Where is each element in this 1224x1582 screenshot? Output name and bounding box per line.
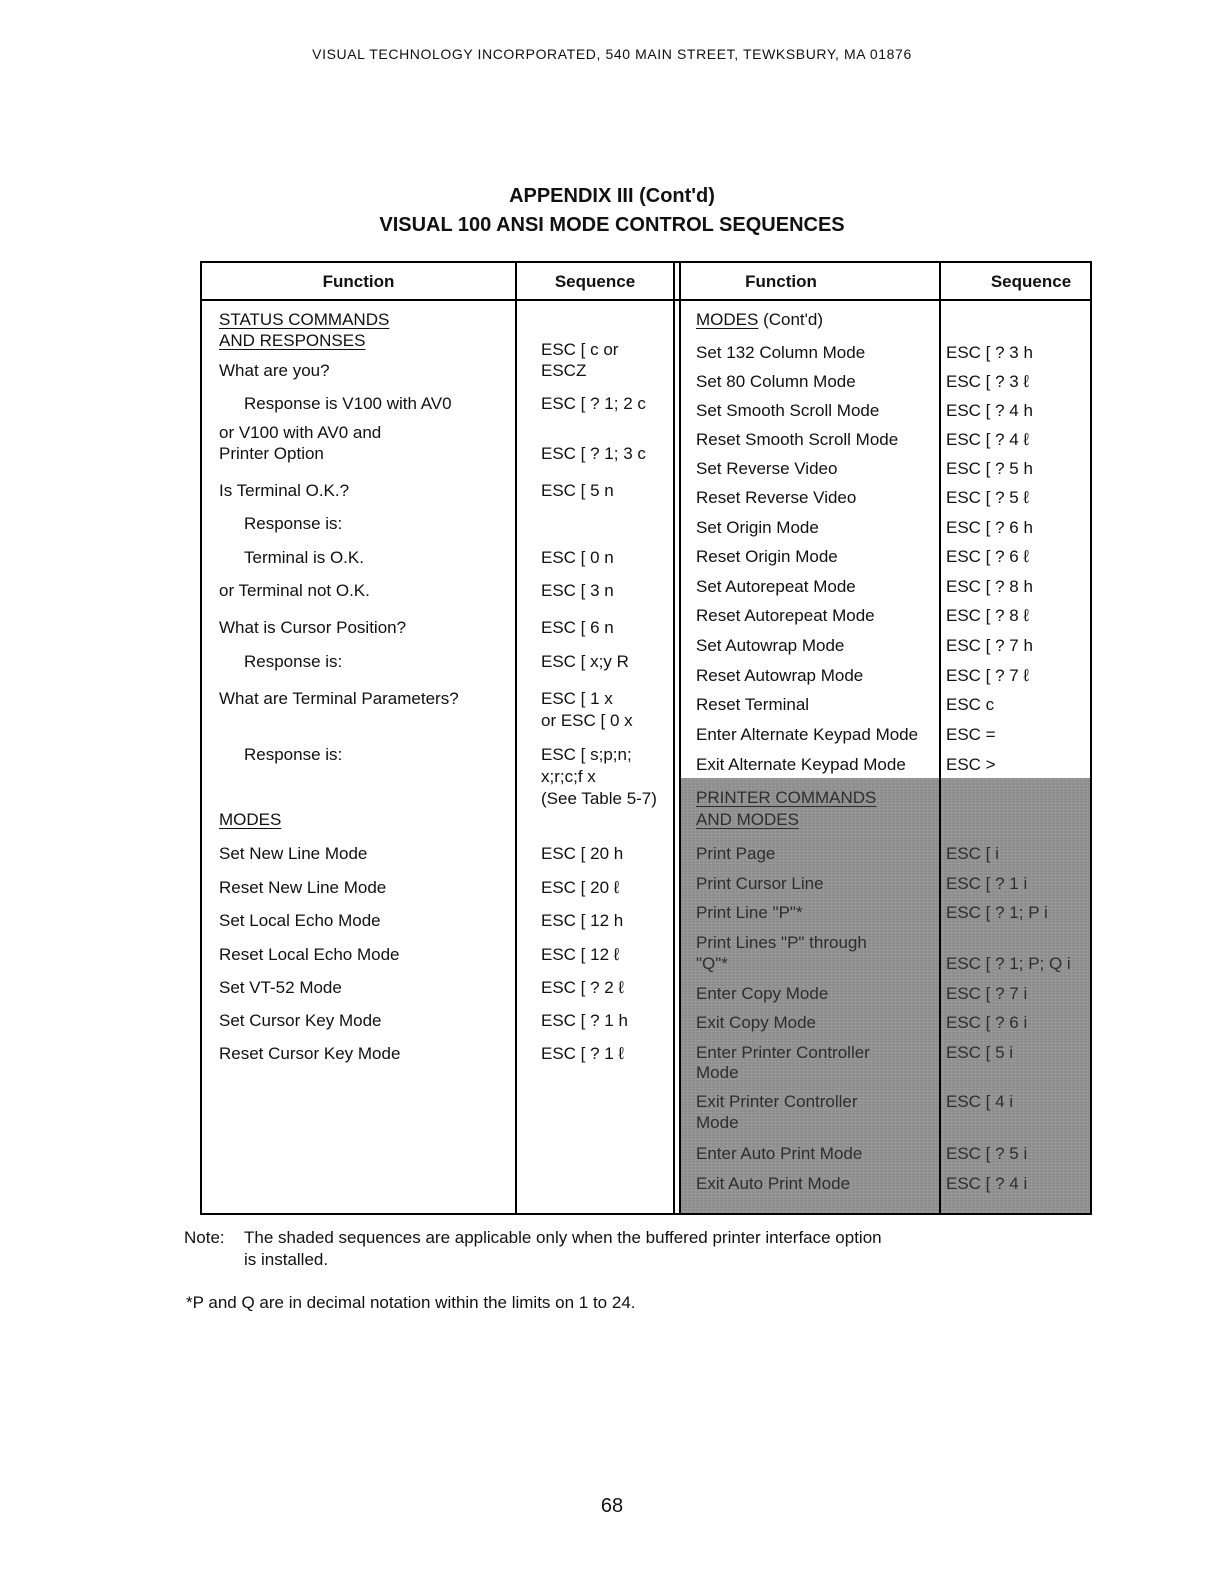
function-cell: Set Autowrap Mode [696, 636, 845, 655]
appendix-title: APPENDIX III (Cont'd) [509, 185, 715, 207]
function-cell: Enter Printer Controller [696, 1043, 870, 1062]
sequence-cell: ESC [ ? 5 h [946, 459, 1033, 478]
function-cell: Set Cursor Key Mode [219, 1011, 382, 1030]
sequence-cell: ESC [ ? 7 ℓ [946, 666, 1029, 685]
function-cell: Reset Local Echo Mode [219, 945, 400, 964]
sequence-cell: ESCZ [541, 361, 587, 380]
sequence-cell: ESC [ ? 1; 3 c [541, 444, 646, 463]
sequence-cell: ESC [ ? 8 ℓ [946, 606, 1029, 625]
sequence-cell: ESC [ ? 1; P; Q i [946, 954, 1071, 973]
sequence-cell: ESC [ s;p;n; [541, 745, 632, 764]
page-header: VISUAL TECHNOLOGY INCORPORATED, 540 MAIN STREET, TEWKSBURY, MA 01876 [312, 46, 912, 62]
sequence-cell: ESC [ 12 ℓ [541, 945, 620, 964]
function-cell: Print Lines "P" through [696, 933, 867, 952]
function-cell: Enter Auto Print Mode [696, 1144, 863, 1163]
function-cell: What are Terminal Parameters? [219, 689, 459, 708]
section-heading-contd: (Cont'd) [758, 310, 823, 329]
col-header-sequence: Sequence [554, 272, 636, 291]
sequence-cell: ESC [ 20 ℓ [541, 878, 620, 897]
sequence-cell: ESC [ i [946, 844, 999, 863]
sequence-cell: ESC [ 3 n [541, 581, 614, 600]
sequence-cell: ESC [ ? 1 i [946, 874, 1028, 893]
note-text: The shaded sequences are applicable only when the buffered printer interface option [244, 1228, 882, 1247]
section-heading: AND RESPONSES [219, 331, 366, 350]
function-cell: Response is: [244, 514, 343, 533]
section-heading: PRINTER COMMANDS [696, 788, 877, 807]
function-cell: or Terminal not O.K. [219, 581, 370, 600]
table-title: VISUAL 100 ANSI MODE CONTROL SEQUENCES [379, 214, 845, 236]
function-cell: Response is: [244, 745, 343, 764]
sequence-cell: ESC [ ? 8 h [946, 577, 1033, 596]
sequence-cell: x;r;c;f x [541, 767, 596, 786]
section-heading [696, 309, 823, 330]
sequence-cell: ESC [ ? 5 i [946, 1144, 1028, 1163]
function-cell: or V100 with AV0 and [219, 423, 382, 442]
col-header-function: Function [745, 272, 817, 291]
function-cell: Mode [696, 1113, 739, 1132]
sequence-cell: (See Table 5-7) [541, 789, 657, 808]
function-cell: Exit Copy Mode [696, 1013, 816, 1032]
function-cell: What is Cursor Position? [219, 618, 407, 637]
section-heading: AND MODES [696, 810, 799, 829]
function-cell: Enter Alternate Keypad Mode [696, 725, 919, 744]
function-cell: Reset Cursor Key Mode [219, 1044, 401, 1063]
note-label: Note: [184, 1228, 225, 1247]
sequence-cell: ESC [ ? 6 ℓ [946, 547, 1029, 566]
sequence-cell: ESC [ ? 7 h [946, 636, 1033, 655]
sequence-cell: ESC [ c or [541, 340, 619, 359]
sequence-cell: or ESC [ 0 x [541, 711, 633, 730]
sequence-cell: ESC [ 0 n [541, 548, 614, 567]
column-divider [515, 261, 517, 1215]
function-cell: Reset Autorepeat Mode [696, 606, 875, 625]
sequence-cell: ESC [ ? 3 h [946, 343, 1033, 362]
function-cell: Reset Smooth Scroll Mode [696, 430, 899, 449]
sequence-cell: ESC [ ? 4 ℓ [946, 430, 1029, 449]
sequence-cell: ESC [ ? 1 ℓ [541, 1044, 624, 1063]
footnote: *P and Q are in decimal notation within the limits on 1 to 24. [186, 1293, 636, 1312]
function-cell: Enter Copy Mode [696, 984, 829, 1003]
sequence-cell: ESC [ ? 2 ℓ [541, 978, 624, 997]
function-cell: Printer Option [219, 444, 324, 463]
function-cell: Exit Alternate Keypad Mode [696, 755, 906, 774]
sequence-cell: ESC [ 20 h [541, 844, 624, 863]
function-cell: Set Autorepeat Mode [696, 577, 856, 596]
function-cell: Reset Origin Mode [696, 547, 838, 566]
function-cell: Set VT-52 Mode [219, 978, 342, 997]
sequence-cell: ESC [ ? 7 i [946, 984, 1028, 1003]
col-header-function: Function [322, 272, 395, 291]
section-heading-modes: MODES [696, 310, 759, 329]
sequence-cell: ESC [ 1 x [541, 689, 613, 708]
sequence-cell: ESC [ 12 h [541, 911, 624, 930]
function-cell: Terminal is O.K. [244, 548, 364, 567]
sequence-cell: ESC c [946, 695, 995, 714]
header-rule [200, 299, 1092, 301]
table-note [184, 1227, 882, 1271]
function-cell: Set 80 Column Mode [696, 372, 856, 391]
function-cell: Set New Line Mode [219, 844, 368, 863]
sequence-cell: ESC [ 6 n [541, 618, 614, 637]
sequence-cell: ESC [ ? 5 ℓ [946, 488, 1029, 507]
function-cell: Mode [696, 1063, 739, 1082]
sequence-cell: ESC [ 5 i [946, 1043, 1014, 1062]
function-cell: What are you? [219, 361, 330, 380]
sequence-cell: ESC = [946, 725, 996, 744]
col-header-sequence: Sequence [990, 272, 1072, 291]
column-divider [673, 261, 675, 1215]
function-cell: Is Terminal O.K.? [219, 481, 350, 500]
column-divider [939, 261, 941, 1215]
sequence-cell: ESC [ 4 i [946, 1092, 1014, 1111]
function-cell: Set Origin Mode [696, 518, 819, 537]
note-text-continued: is installed. [244, 1250, 329, 1269]
sequence-cell: ESC [ ? 3 ℓ [946, 372, 1029, 391]
sequence-cell: ESC > [946, 755, 996, 774]
function-cell: Response is V100 with AV0 [244, 394, 452, 413]
function-cell: Set Local Echo Mode [219, 911, 381, 930]
sequence-cell: ESC [ ? 4 h [946, 401, 1033, 420]
sequence-cell: ESC [ ? 6 i [946, 1013, 1028, 1032]
sequence-cell: ESC [ ? 1 h [541, 1011, 628, 1030]
sequence-cell: ESC [ ? 6 h [946, 518, 1033, 537]
sequence-cell: ESC [ ? 1; P i [946, 903, 1048, 922]
function-cell: Print Line "P"* [696, 903, 803, 922]
function-cell: Reset Reverse Video [696, 488, 857, 507]
function-cell: Reset Autowrap Mode [696, 666, 864, 685]
page-number: 68 [600, 1495, 624, 1517]
function-cell: Reset New Line Mode [219, 878, 387, 897]
column-divider [679, 261, 681, 1215]
function-cell: Reset Terminal [696, 695, 810, 714]
function-cell: Set 132 Column Mode [696, 343, 866, 362]
sequence-cell: ESC [ ? 4 i [946, 1174, 1028, 1193]
function-cell: Print Page [696, 844, 776, 863]
function-cell: Response is: [244, 652, 343, 671]
section-heading: STATUS COMMANDS [219, 310, 390, 329]
section-heading: MODES [219, 810, 282, 829]
sequence-cell: ESC [ x;y R [541, 652, 629, 671]
function-cell: "Q"* [696, 954, 728, 973]
function-cell: Set Smooth Scroll Mode [696, 401, 880, 420]
function-cell: Exit Printer Controller [696, 1092, 858, 1111]
sequence-cell: ESC [ 5 n [541, 481, 614, 500]
sequence-cell: ESC [ ? 1; 2 c [541, 394, 646, 413]
function-cell: Exit Auto Print Mode [696, 1174, 851, 1193]
function-cell: Set Reverse Video [696, 459, 838, 478]
function-cell: Print Cursor Line [696, 874, 824, 893]
